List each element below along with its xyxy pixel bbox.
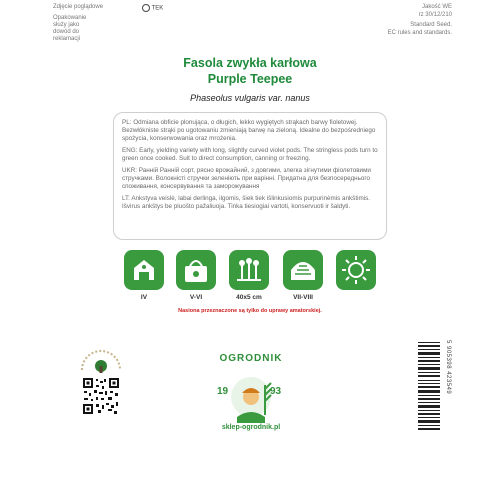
icon-label-spacing: 40x5 cm [236,294,262,301]
sowing-month-icon [124,250,164,290]
greenhouse-icon [283,250,323,290]
preview-photo-note: Zdjęcie poglądowe [53,4,104,10]
tek-mark: TEK [142,4,163,12]
description-lt: LT: Ankstyva veislė, labai derlinga, ilgomis, šiek tiek išlinkusiomis purpurinėmis ankštimis. Išvirus ankštys be pluošto pažaliuoja. Tinka tiesiogiai vartoti, konservuoti ir šaldyti. [122,195,371,210]
description-eng: ENG: Early, yielding variety with long, slightly curved violet pods. The stringless pods turn to green once cooked. Suit to direct consumption, canning or freezing. [122,147,378,162]
harvest-month-icon [176,250,216,290]
standard-seed: Standard Seed. [410,22,452,28]
logo-year-right: 93 [270,386,282,397]
logo-brand-text: OGRODNIK [219,353,283,364]
sun-icon [336,250,376,290]
barcode-number: 5 905398 423549 [445,340,451,395]
icon-label-harvest: V-VI [189,294,203,301]
tek-icon [142,4,150,12]
icon-label-sowing: IV [140,294,148,301]
packaging-complaint-note: Opakowanie służy jako dowód do reklamacji [53,15,87,42]
variety-name: Purple Teepee [207,72,293,86]
logo-website[interactable]: sklep-ogrodnik.pl [221,424,281,431]
logo-year-left: 19 [217,386,229,397]
amateur-use-note: Nasiona przeznaczone są tylko do uprawy amatorskiej. [178,308,322,314]
barcode [418,340,440,432]
description-pl: PL: Odmiana obficie plonująca, o długich, lekko wygiętych strąkach barwy fioletowej. Bezwłókniste strąki po ugotowaniu zmieniają barwę na zieloną. Idealne do bezpośredniego spożycia, konserwowania oraz mrożenia. [122,119,376,142]
latin-name: Phaseolus vulgaris var. nanus [190,93,310,103]
qr-code[interactable] [82,377,120,415]
registration-number: rz 30/12/210 [418,12,452,18]
eu-quality: Jakość WE [421,4,452,10]
spacing-icon [229,250,269,290]
description-box [113,112,387,240]
description-ukr: UKR: Ранній Ранній сорт, рясно врожайний, з довгими, злегка зігнутими фіолетовими стручками. Волокністі стручки зеленіють при варінні. Придатна для безпосереднього споживання, консервування та заморожування [122,167,371,190]
product-title: Fasola zwykła karłowa [183,56,317,70]
ec-rules: EC rules and standards. [387,30,452,36]
award-badge [78,344,124,374]
icon-label-greenhouse: VII-VIII [293,294,313,301]
